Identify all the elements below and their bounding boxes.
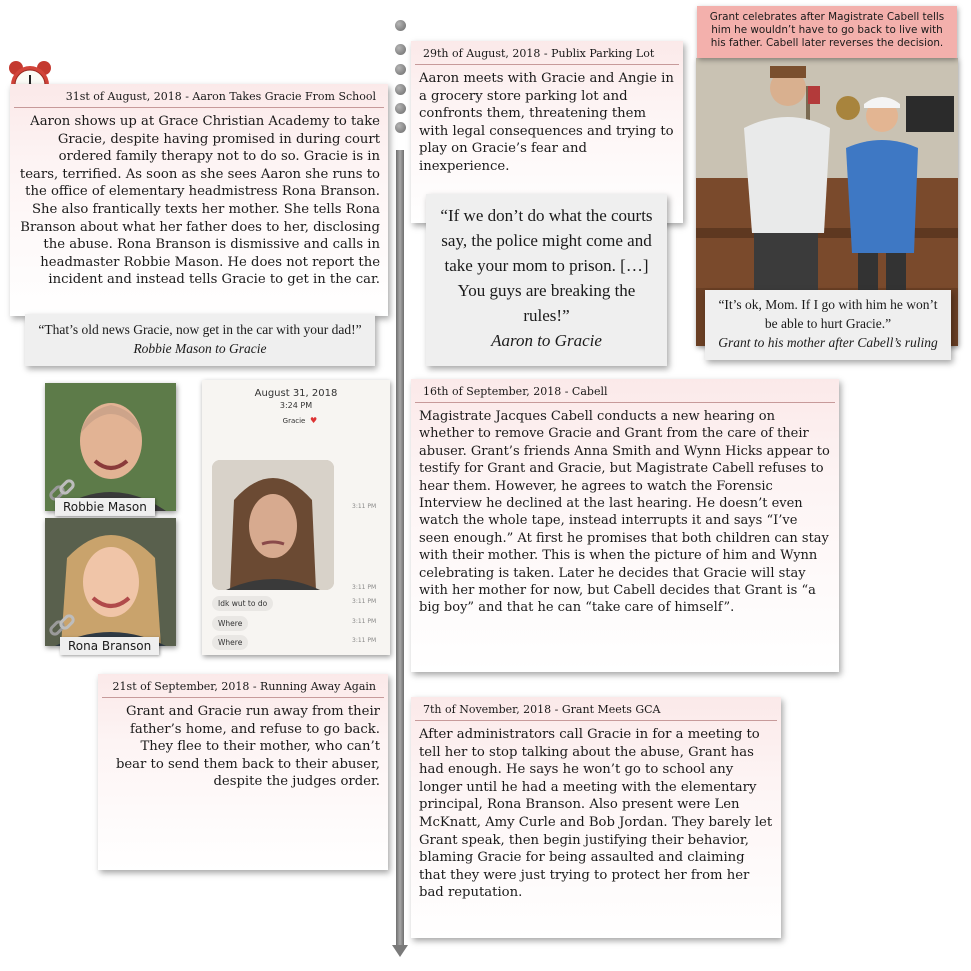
- timeline-line: [396, 150, 404, 950]
- quote-text: “That’s old news Gracie, now get in the car with your dad!”: [38, 322, 362, 337]
- event-body: Magistrate Jacques Cabell conducts a new hearing on whether to remove Gracie and Grant from the care of their abuser. Grant’s friends Anna Smith and Wynn Hicks appear to testify for Grant and Gracie, but Magistrate Cabell refuses to hear them. However, he agrees to watch the Forensic Interview he declined at the last hearing. He doesn’t even watch the whole tape, instead interrupts it and says “I’ve seen enough.” At first he promises that both children can stay with their mother. This is when the picture of him and Wynn celebrating is taken. Later he decides that Gracie will stay with her mother for now, but Cabell decides that Grant is “a big boy” and that he can “take care of himself”.: [419, 409, 830, 616]
- message-bubble: Where: [212, 635, 248, 650]
- event-header: 29th of August, 2018 - Publix Parking Lot: [415, 41, 679, 65]
- event-body: Grant and Gracie run away from their father’s home, and refuse to go back. They flee to their mother, who can’t bear to send them back to their abuser, despite the judges order.: [115, 704, 380, 790]
- event-header: 16th of September, 2018 - Cabell: [415, 379, 835, 403]
- quote-grant: [705, 290, 951, 360]
- quote-attribution: Grant to his mother after Cabell’s ruling: [718, 335, 938, 350]
- timeline-dot: [395, 20, 406, 31]
- event-sep16: [411, 379, 839, 672]
- contact-name: Gracie: [282, 417, 306, 425]
- timeline-dot: [395, 64, 406, 75]
- event-sep21: [98, 674, 388, 870]
- label-rona-branson: Rona Branson: [60, 637, 159, 655]
- message-timestamp: 3:11 PM: [352, 598, 377, 605]
- event-body: After administrators call Gracie in for a meeting to tell her to stop talking about the abuse, Grant has had enough. He says he won’t go to school any longer until he had a meeting with the elementary principal, Rona Branson. Also present were Len McKnatt, Amy Curle and Bob Jordan. They barely let Grant speak, then begin justifying their behavior, blaming Gracie for being assaulted and claiming that they were just trying to protect her from her bad reputation.: [419, 727, 773, 901]
- message-timestamp: 3:11 PM: [352, 618, 377, 625]
- timeline-dot: [395, 44, 406, 55]
- message-bubble: Where: [212, 616, 248, 631]
- message-date: August 31, 2018: [254, 388, 338, 399]
- heart-icon: ♥: [310, 416, 318, 425]
- timeline-dot: [395, 103, 406, 114]
- event-body: Aaron shows up at Grace Christian Academy to take Gracie, despite having promised in during court ordered family therapy not to do so. Gracie is in tears, terrified. As soon as she sees Aaron she runs to the office of elementary headmistress Rona Branson. She also frantically texts her mother. She tells Rona Branson about what her father does to her, disclosing the abuse. Rona Branson is dismissive and calls in headmaster Robbie Mason. He does not report the incident and instead tells Gracie to get in the car.: [19, 114, 380, 288]
- timeline-dot: [395, 84, 406, 95]
- text-message-screenshot: [202, 380, 390, 655]
- quote-text: “It’s ok, Mom. If I go with him he won’t be able to hurt Gracie.”: [718, 297, 938, 331]
- timeline-dot: [395, 122, 406, 133]
- message-bubble: Idk wut to do: [212, 596, 273, 611]
- label-robbie-mason: Robbie Mason: [55, 498, 155, 516]
- event-header: 7th of November, 2018 - Grant Meets GCA: [415, 697, 777, 721]
- message-timestamp: 3:11 PM: [352, 503, 377, 510]
- event-header: 31st of August, 2018 - Aaron Takes Gracie From School: [14, 84, 384, 108]
- quote-aaron: [426, 194, 667, 366]
- timeline-arrow: [392, 945, 408, 957]
- selfie-portrait: [212, 460, 334, 590]
- quote-attribution: Aaron to Gracie: [491, 331, 602, 350]
- quote-attribution: Robbie Mason to Gracie: [133, 341, 267, 356]
- event-aug31: [10, 84, 388, 316]
- quote-text: “If we don’t do what the courts say, the police might come and take your mom to prison. […] You guys are breaking the rules!”: [440, 206, 653, 325]
- event-nov7: [411, 697, 781, 938]
- selfie-image: [212, 460, 334, 590]
- event-header: 21st of September, 2018 - Running Away Again: [102, 674, 384, 698]
- quote-mason: [25, 314, 375, 366]
- message-timestamp: 3:11 PM: [352, 584, 377, 591]
- event-body: Aaron meets with Gracie and Angie in a grocery store parking lot and confronts them, threatening them with legal consequences and trying to play on Gracie’s fear and inexperience.: [419, 71, 674, 174]
- photo-caption-banner: Grant celebrates after Magistrate Cabell tells him he wouldn’t have to go back to live with his father. Cabell later reverses the decision.: [697, 6, 957, 58]
- message-time: 3:24 PM: [279, 401, 313, 410]
- message-timestamp: 3:11 PM: [352, 637, 377, 644]
